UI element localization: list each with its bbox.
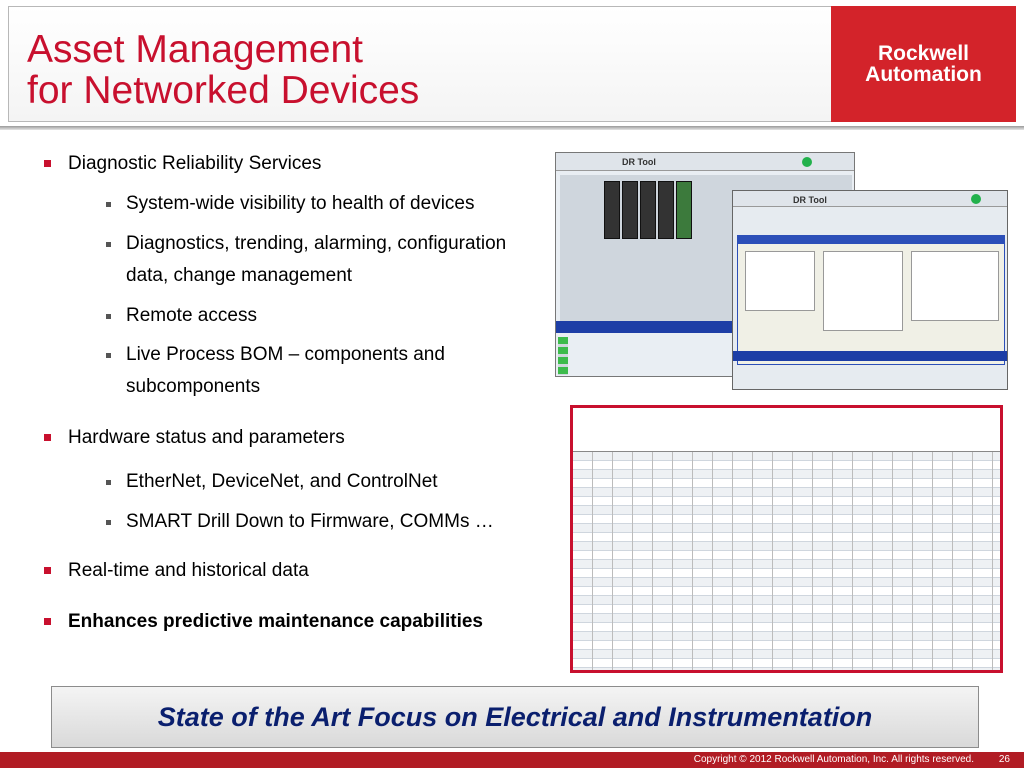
page-number: 26 (998, 754, 1010, 765)
focus-banner: State of the Art Focus on Electrical and Instrumentation (51, 686, 979, 748)
rack-module-icon (604, 181, 620, 239)
bullet-diagnostic: Diagnostic Reliability Services (44, 152, 321, 176)
table-rows (573, 452, 1000, 673)
rack-module-icon (658, 181, 674, 239)
bullet-realtime: Real-time and historical data (44, 559, 309, 583)
footer-bar (0, 752, 1024, 768)
status-indicator-column (558, 337, 568, 375)
slide-title (27, 29, 419, 111)
dialog-header (738, 236, 1004, 244)
title-line-2: for Networked Devices (27, 69, 420, 112)
window-title: DR Tool (622, 157, 656, 167)
info-bar (733, 351, 1007, 361)
window-titlebar (733, 191, 1007, 207)
copyright-text: Copyright © 2012 Rockwell Automation, Inc. All rights reserved. (693, 754, 974, 765)
table-header (573, 408, 1000, 452)
status-ok-icon (802, 157, 812, 167)
rack-module-icon (622, 181, 638, 239)
header-separator (0, 126, 1024, 130)
rack-module-icon (676, 181, 692, 239)
sub-bullet-smart: SMART Drill Down to Firmware, COMMs … (106, 506, 546, 538)
bullet-hardware: Hardware status and parameters (44, 426, 345, 450)
bullet-predictive: Enhances predictive maintenance capabilities (44, 610, 483, 634)
diagnostic-panel (745, 251, 815, 311)
sub-bullet-remote: Remote access (106, 300, 546, 332)
dr-tool-screenshot-2 (732, 190, 1008, 390)
logo-line-2: Automation (865, 63, 982, 86)
title-line-1: Asset Management (27, 28, 364, 71)
rack-module-icon (640, 181, 656, 239)
fault-panel (911, 251, 999, 321)
sub-bullet-visibility: System-wide visibility to health of devices (106, 188, 546, 220)
status-ok-icon (971, 194, 981, 204)
window-title: DR Tool (793, 195, 827, 205)
sub-bullet-diagnostics: Diagnostics, trending, alarming, configuration data, change management (106, 228, 546, 292)
logo-line-1: Rockwell (877, 42, 970, 65)
sub-bullet-networks: EtherNet, DeviceNet, and ControlNet (106, 466, 546, 498)
rockwell-logo (831, 6, 1016, 122)
sub-bullet-bom: Live Process BOM – components and subcomponents (106, 339, 546, 403)
memory-panel (823, 251, 903, 331)
device-table-screenshot (570, 405, 1003, 673)
